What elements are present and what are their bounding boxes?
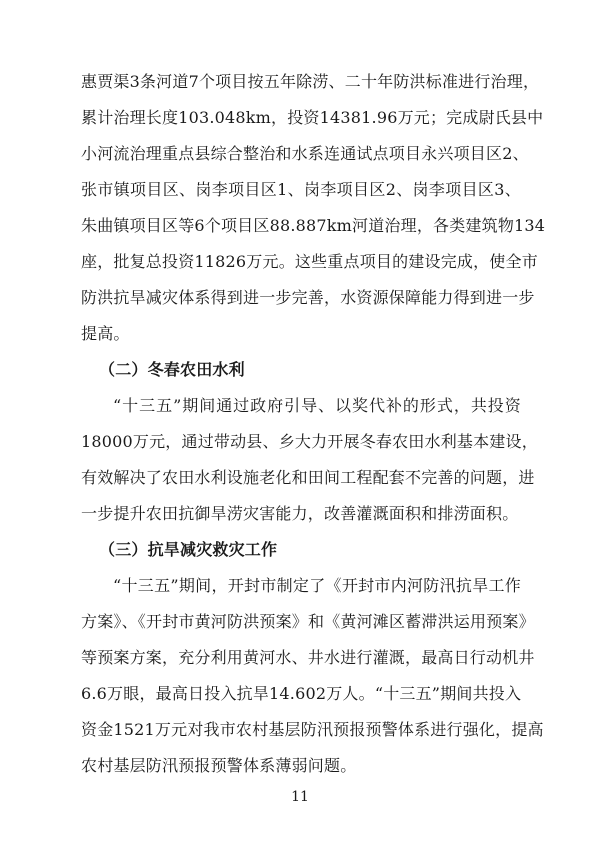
section-heading: （三）抗旱减灾救灾工作: [99, 540, 278, 559]
body-text-line: 18000万元，通过带动县、乡大力开展冬春农田水利基本建设，: [81, 432, 538, 451]
paragraph-first-line: “十三五”期间通过政府引导、以奖代补的形式，共投资: [113, 396, 521, 415]
paragraph-first-line: “十三五”期间，开封市制定了《开封市内河防汛抗旱工作: [113, 576, 521, 595]
body-text-line: 朱曲镇项目区等6个项目区88.887km河道治理，各类建筑物134: [81, 216, 546, 235]
body-text-line: 6.6万眼，最高日投入抗旱14.602万人。“十三五”期间共投入: [81, 684, 522, 703]
body-text-line: 防洪抗旱减灾体系得到进一步完善，水资源保障能力得到进一步: [81, 288, 535, 307]
body-text-line: 有效解决了农田水利设施老化和田间工程配套不完善的问题，进: [81, 468, 535, 487]
body-text-line: 累计治理长度103.048km，投资14381.96万元；完成尉氏县中: [81, 108, 544, 127]
body-text-line: 农村基层防汛预报预警体系薄弱问题。: [81, 756, 357, 775]
body-text-line: 惠贾渠3条河道7个项目按五年除涝、二十年防洪标准进行治理，: [81, 72, 540, 91]
body-text-line: 等预案方案，充分利用黄河水、井水进行灌溉，最高日行动机井: [81, 648, 535, 667]
body-text-line: 座，批复总投资11826万元。这些重点项目的建设完成，使全市: [81, 252, 538, 271]
body-text-line: 方案》、《开封市黄河防洪预案》和《黄河滩区蓄滞洪运用预案》: [81, 612, 535, 631]
body-text-line: 小河流治理重点县综合整治和水系连通试点项目永兴项目区2、: [81, 144, 529, 163]
section-heading: （二）冬春农田水利: [99, 360, 245, 379]
body-text-line: 张市镇项目区、岗李项目区1、岗李项目区2、岗李项目区3、: [81, 180, 521, 199]
body-text-line: 提高。: [81, 324, 130, 343]
body-text-line: 资金1521万元对我市农村基层防汛预报预警体系进行强化，提高: [81, 720, 544, 739]
body-text-line: 一步提升农田抗御旱涝灾害能力，改善灌溉面积和排涝面积。: [81, 504, 519, 523]
page-number: 11: [291, 789, 309, 805]
